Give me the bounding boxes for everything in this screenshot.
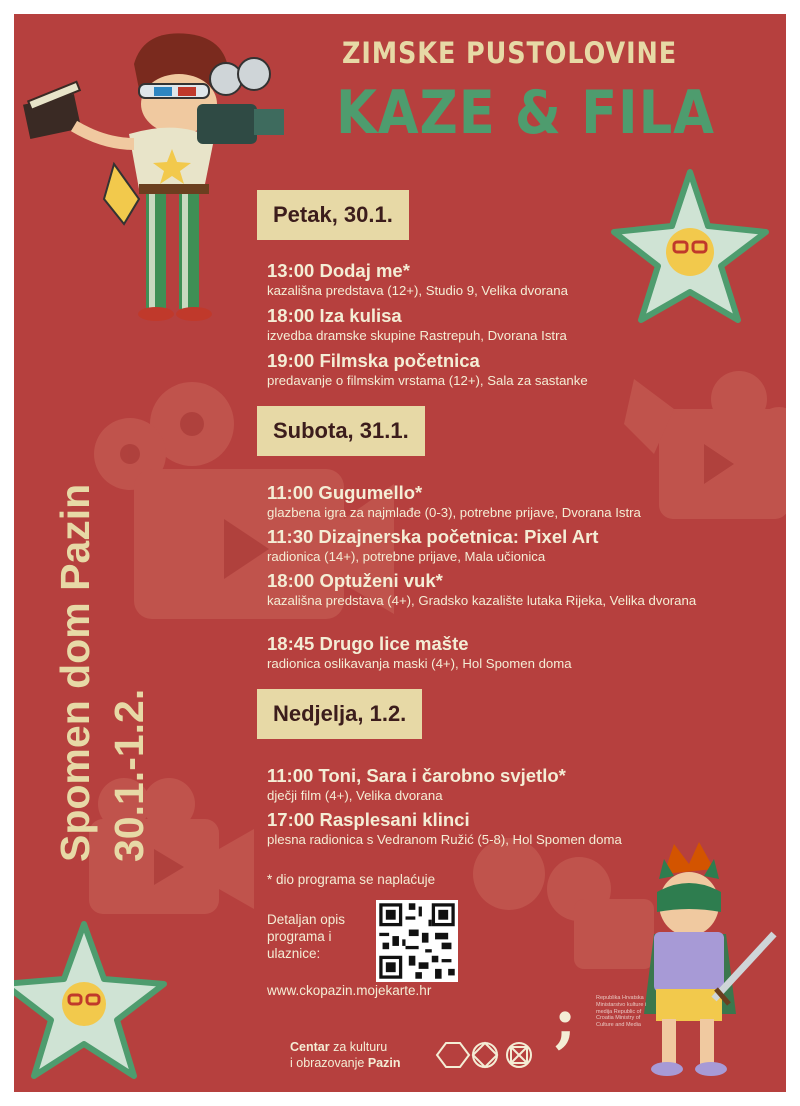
org-name-rest: za kulturu bbox=[329, 1040, 388, 1054]
event-item bbox=[267, 350, 777, 389]
org-logo-shapes bbox=[437, 1043, 531, 1067]
event-item bbox=[267, 526, 777, 565]
poster bbox=[14, 14, 786, 1092]
event-item bbox=[267, 809, 777, 848]
event-desc: kazališna predstava (12+), Studio 9, Velika dvorana bbox=[267, 283, 568, 298]
event-item bbox=[267, 633, 777, 672]
page-title: KAZE & FILA bbox=[336, 78, 715, 148]
masked-hero-illustration bbox=[644, 842, 774, 1076]
event-title: 18:00 Iza kulisa bbox=[267, 305, 402, 326]
event-desc: izvedba dramske skupine Rastrepuh, Dvorana Istra bbox=[267, 328, 567, 343]
day-header-petak: Petak, 30.1. bbox=[257, 190, 409, 240]
event-title: 11:00 Gugumello* bbox=[267, 482, 423, 503]
event-item bbox=[267, 260, 777, 299]
ministry-text: Republika Hrvatska Ministarstvo kulture i medija Republic of Croatia Ministry of Culture and Media bbox=[596, 995, 647, 1029]
event-item bbox=[267, 305, 777, 344]
website-link[interactable]: www.ckopazin.mojekarte.hr bbox=[267, 983, 432, 998]
event-title: 19:00 Filmska početnica bbox=[267, 350, 480, 371]
org-name bbox=[290, 1039, 400, 1071]
event-desc: radionica oslikavanja maski (4+), Hol Spomen doma bbox=[267, 656, 572, 671]
event-title: 11:00 Toni, Sara i čarobno svjetlo* bbox=[267, 765, 566, 786]
venue-dates: 30.1.-1.2. bbox=[106, 688, 152, 862]
event-desc: radionica (14+), potrebne prijave, Mala učionica bbox=[267, 549, 546, 564]
subtitle: ZIMSKE PUSTOLOVINE bbox=[342, 36, 678, 70]
day-header-nedjelja: Nedjelja, 1.2. bbox=[257, 689, 422, 739]
qr-code-icon[interactable] bbox=[376, 900, 458, 982]
cameraman-illustration bbox=[23, 33, 284, 321]
event-title: 11:30 Dizajnerska početnica: Pixel Art bbox=[267, 526, 599, 547]
event-title: 18:45 Drugo lice mašte bbox=[267, 633, 469, 654]
event-item bbox=[267, 482, 777, 521]
event-item bbox=[267, 765, 777, 804]
venue-name: Spomen dom Pazin bbox=[52, 483, 98, 862]
day-header-subota: Subota, 31.1. bbox=[257, 406, 425, 456]
film-reel-icon-2 bbox=[473, 838, 654, 969]
event-desc: kazališna predstava (4+), Gradsko kazalište lutaka Rijeka, Velika dvorana bbox=[267, 593, 697, 608]
star-icon-2 bbox=[14, 924, 164, 1076]
detail-text: Detaljan opis programa i ulaznice: bbox=[267, 912, 346, 961]
org-name-bold: Centar bbox=[290, 1040, 330, 1054]
org-name-line2: i obrazovanje bbox=[290, 1056, 368, 1070]
event-desc: plesna radionica s Vedranom Ružić (5-8), Hol Spomen doma bbox=[267, 832, 622, 847]
org-name-city: Pazin bbox=[367, 1056, 401, 1070]
event-title: 17:00 Rasplesani klinci bbox=[267, 809, 470, 830]
event-desc: glazbena igra za najmlađe (0-3), potrebne prijave, Dvorana Istra bbox=[267, 505, 641, 520]
event-desc: dječji film (4+), Velika dvorana bbox=[267, 788, 443, 803]
event-title: 18:00 Optuženi vuk* bbox=[267, 570, 443, 591]
event-title: 13:00 Dodaj me* bbox=[267, 260, 410, 281]
payment-note: * dio programa se naplaćuje bbox=[267, 872, 436, 887]
event-item bbox=[267, 570, 697, 609]
event-desc: predavanje o filmskim vrstama (12+), Sala za sastanke bbox=[267, 373, 588, 388]
ministry-logo-icon: ; bbox=[554, 986, 577, 1056]
